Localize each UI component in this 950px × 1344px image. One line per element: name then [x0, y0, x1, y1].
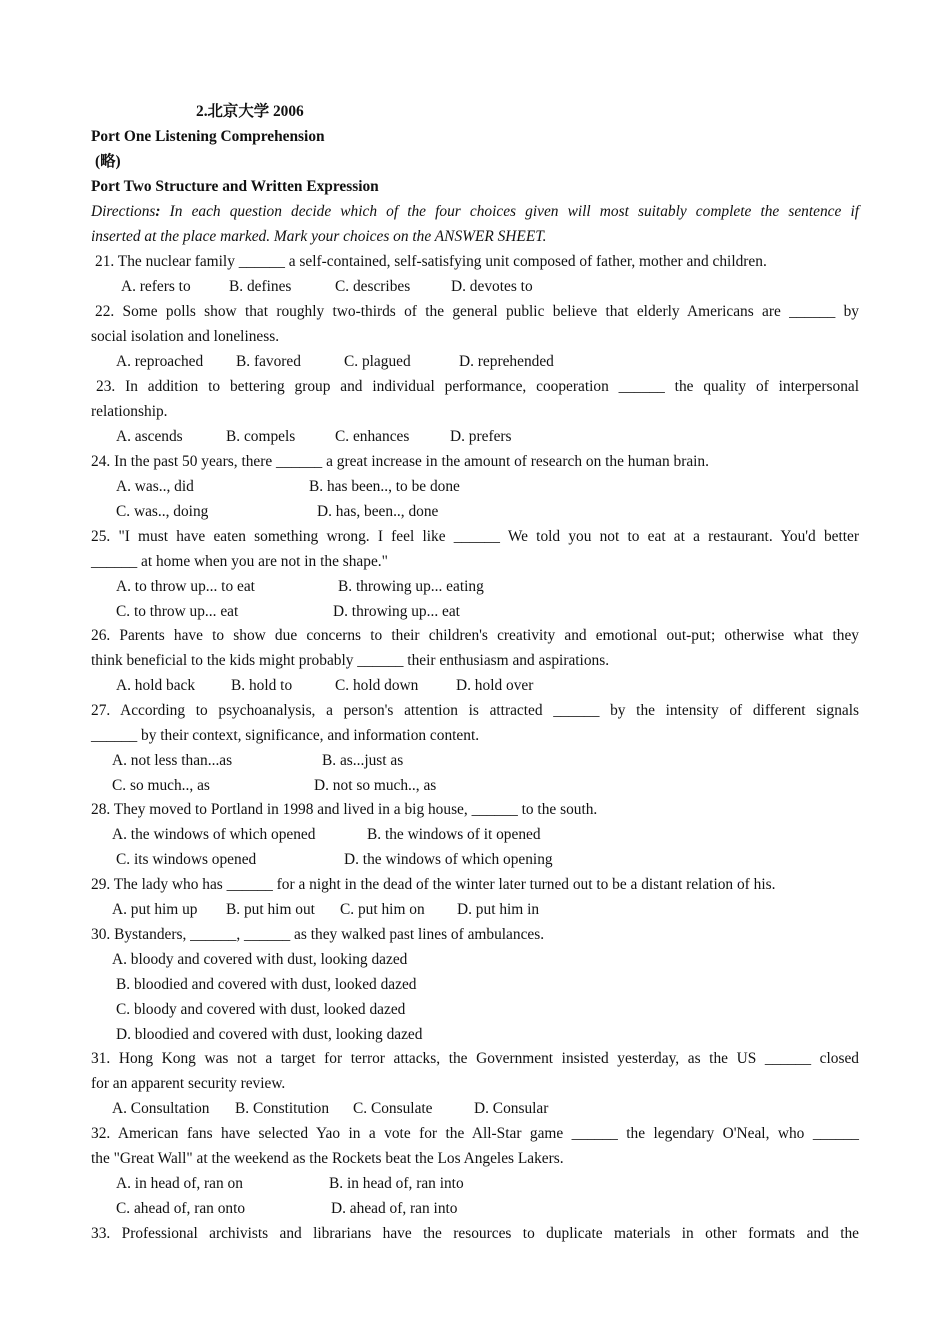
- directions-line-2: inserted at the place marked. Mark your choices on the ANSWER SHEET.: [91, 228, 547, 245]
- q30-option-b: B. bloodied and covered with dust, looked dazed: [116, 976, 417, 993]
- q30-option-a: A. bloody and covered with dust, looking dazed: [112, 951, 408, 968]
- q23-option-c: C. enhances: [335, 428, 410, 445]
- q28-option-a: A. the windows of which opened: [112, 826, 316, 843]
- q27-option-c: C. so much.., as: [112, 777, 210, 794]
- question-32-cont: the "Great Wall" at the weekend as the Rockets beat the Los Angeles Lakers.: [91, 1150, 564, 1167]
- part-one-heading: Port One Listening Comprehension: [91, 128, 325, 145]
- question-27: 27. According to psychoanalysis, a person's attention is attracted ______ by the intensity of different signals: [91, 702, 859, 719]
- question-23: 23. In addition to bettering group and individual performance, cooperation ______ the quality of interpersonal: [96, 378, 859, 395]
- q32-option-a: A. in head of, ran on: [116, 1175, 243, 1192]
- q31-option-a: A. Consultation: [112, 1100, 210, 1117]
- question-22: 22. Some polls show that roughly two-thirds of the general public believe that elderly Americans are ______ by: [95, 303, 859, 320]
- q25-option-a: A. to throw up... to eat: [116, 578, 255, 595]
- directions-line-1: [91, 199, 859, 224]
- q32-option-d: D. ahead of, ran into: [331, 1200, 458, 1217]
- question-24: 24. In the past 50 years, there ______ a great increase in the amount of research on the human brain.: [91, 453, 709, 470]
- q23-option-d: D. prefers: [450, 428, 512, 445]
- page-title: 2.北京大学 2006: [196, 103, 304, 120]
- q27-option-d: D. not so much.., as: [314, 777, 437, 794]
- question-29: 29. The lady who has ______ for a night in the dead of the winter later turned out to be a distant relation of his.: [91, 876, 776, 893]
- q24-option-c: C. was.., doing: [116, 503, 209, 520]
- question-25: 25. "I must have eaten something wrong. I feel like ______ We told you not to eat at a restaurant. You'd better: [91, 528, 859, 545]
- question-31: 31. Hong Kong was not a target for terror attacks, the Government insisted yesterday, as the US ______ closed: [91, 1050, 859, 1067]
- q29-option-c: C. put him on: [340, 901, 425, 918]
- q21-option-c: C. describes: [335, 278, 411, 295]
- q24-option-d: D. has, been.., done: [317, 503, 439, 520]
- q22-option-c: C. plagued: [344, 353, 411, 370]
- q21-option-b: B. defines: [229, 278, 292, 295]
- q25-option-b: B. throwing up... eating: [338, 578, 484, 595]
- q29-option-d: D. put him in: [457, 901, 540, 918]
- q31-option-b: B. Constitution: [235, 1100, 330, 1117]
- question-23-cont: relationship.: [91, 403, 168, 420]
- q26-option-d: D. hold over: [456, 677, 534, 694]
- q22-option-d: D. reprehended: [459, 353, 554, 370]
- part-one-note: (略): [95, 153, 121, 170]
- q30-option-d: D. bloodied and covered with dust, looking dazed: [116, 1026, 423, 1043]
- question-33: 33. Professional archivists and librarians have the resources to duplicate materials in other formats and the: [91, 1225, 859, 1242]
- question-31-cont: for an apparent security review.: [91, 1075, 286, 1092]
- q29-option-a: A. put him up: [112, 901, 198, 918]
- directions-colon: :: [155, 203, 161, 220]
- q28-option-d: D. the windows of which opening: [344, 851, 553, 868]
- q25-option-d: D. throwing up... eat: [333, 603, 460, 620]
- directions-text-1: In each question decide which of the four choices given will most suitably complete the sentence if: [160, 203, 859, 220]
- q27-option-a: A. not less than...as: [112, 752, 233, 769]
- q21-option-d: D. devotes to: [451, 278, 533, 295]
- q32-option-c: C. ahead of, ran onto: [116, 1200, 246, 1217]
- q21-option-a: A. refers to: [121, 278, 191, 295]
- question-26: 26. Parents have to show due concerns to their children's creativity and emotional out-put; otherwise what they: [91, 627, 859, 644]
- question-27-cont: ______ by their context, significance, and information content.: [91, 727, 480, 744]
- q32-option-b: B. in head of, ran into: [329, 1175, 464, 1192]
- question-26-cont: think beneficial to the kids might probably ______ their enthusiasm and aspirations.: [91, 652, 610, 669]
- question-21: 21. The nuclear family ______ a self-contained, self-satisfying unit composed of father, mother and children.: [95, 253, 767, 270]
- question-28: 28. They moved to Portland in 1998 and lived in a big house, ______ to the south.: [91, 801, 598, 818]
- q22-option-a: A. reproached: [116, 353, 204, 370]
- q28-option-c: C. its windows opened: [116, 851, 257, 868]
- q23-option-a: A. ascends: [116, 428, 183, 445]
- q30-option-c: C. bloody and covered with dust, looked dazed: [116, 1001, 406, 1018]
- q25-option-c: C. to throw up... eat: [116, 603, 239, 620]
- q26-option-a: A. hold back: [116, 677, 196, 694]
- question-32: 32. American fans have selected Yao in a vote for the All-Star game ______ the legendary O'Neal, who ______: [91, 1125, 859, 1142]
- q22-option-b: B. favored: [236, 353, 301, 370]
- q24-option-b: B. has been.., to be done: [309, 478, 460, 495]
- directions-label: Directions: [91, 203, 156, 220]
- q29-option-b: B. put him out: [226, 901, 315, 918]
- question-25-cont: ______ at home when you are not in the shape.": [91, 553, 388, 570]
- part-two-heading: Port Two Structure and Written Expression: [91, 178, 379, 195]
- q24-option-a: A. was.., did: [116, 478, 194, 495]
- q26-option-c: C. hold down: [335, 677, 419, 694]
- q26-option-b: B. hold to: [231, 677, 293, 694]
- q27-option-b: B. as...just as: [322, 752, 404, 769]
- q23-option-b: B. compels: [226, 428, 296, 445]
- question-22-cont: social isolation and loneliness.: [91, 328, 280, 345]
- q31-option-c: C. Consulate: [353, 1100, 433, 1117]
- q31-option-d: D. Consular: [474, 1100, 549, 1117]
- q28-option-b: B. the windows of it opened: [367, 826, 541, 843]
- question-30: 30. Bystanders, ______, ______ as they walked past lines of ambulances.: [91, 926, 545, 943]
